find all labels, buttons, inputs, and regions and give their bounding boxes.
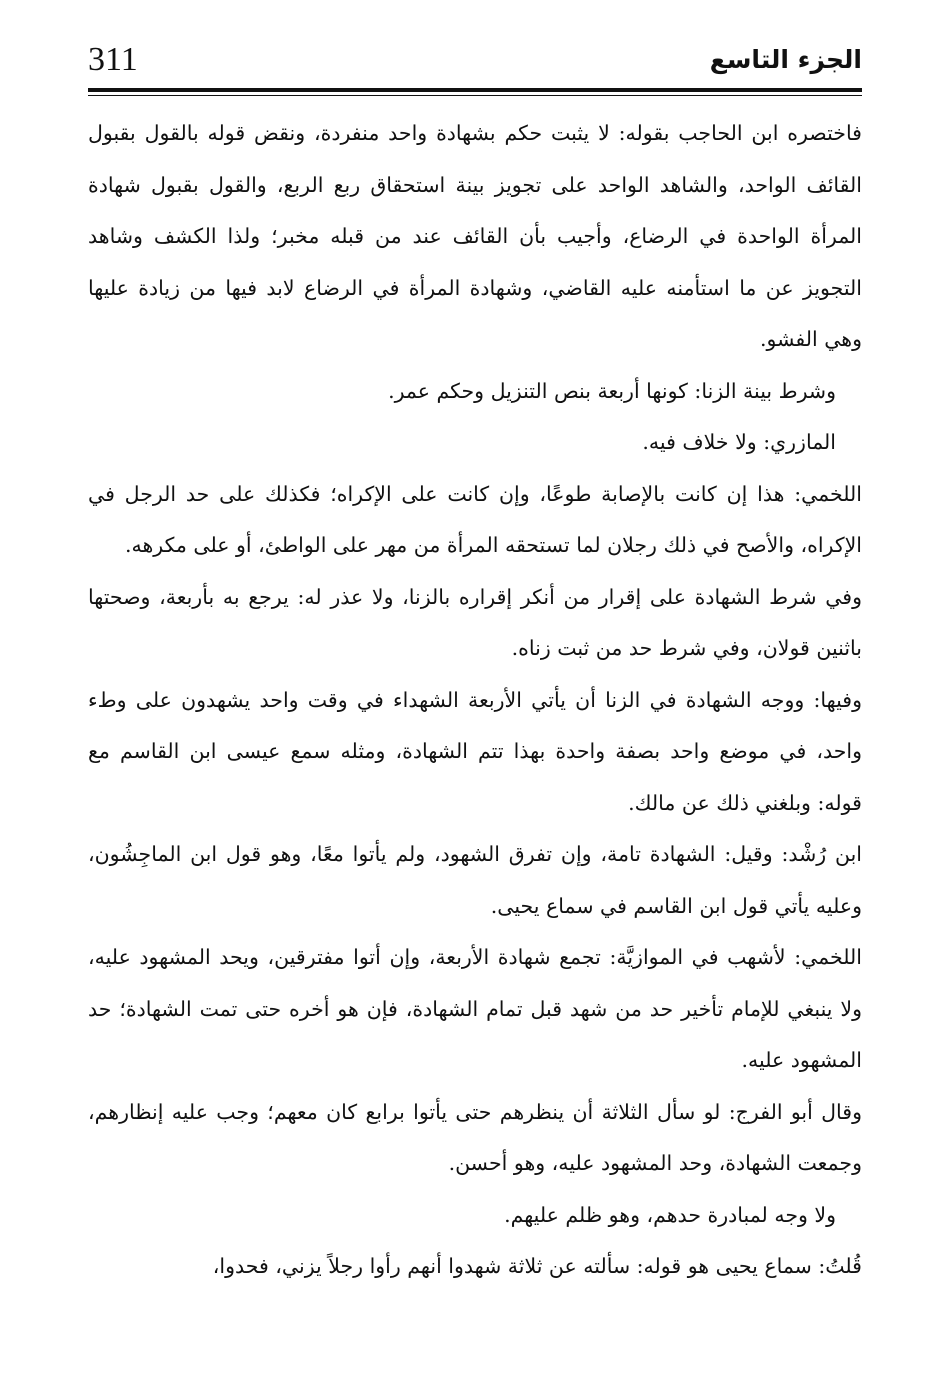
- paragraph: فاختصره ابن الحاجب بقوله: لا يثبت حكم بشهادة واحد منفردة، ونقض قوله بالقول بقبول القائف الواحد، والشاهد الواحد على تجويز بينة استحقاق ربع الربع، والقول بقبول شهادة المرأة الواحدة في الرضاع، وأجيب بأن القائف عند من قبله مخبر؛ ولذا الكشف وشاهد التجويز عن ما استأمنه عليه القاضي، وشهادة المرأة في الرضاع لابد فيها من زيادة عليها وهي الفشو.: [88, 121, 862, 351]
- running-title: الجزء التاسع: [709, 45, 862, 74]
- paragraph: اللخمي: هذا إن كانت بالإصابة طوعًا، وإن كانت على الإكراه؛ فكذلك على حد الرجل في الإكراه، والأصح في ذلك رجلان لما تستحقه المرأة من مهر على الواطئ، أو على مكرهه.: [88, 481, 862, 557]
- header-rule-thin: [88, 95, 862, 96]
- page-header: [88, 34, 862, 82]
- paragraph: قُلتُ: سماع يحيى هو قوله: سألته عن ثلاثة شهدوا أنهم رأوا رجلاً يزني، فحدوا،: [212, 1254, 862, 1278]
- paragraph: وشرط بينة الزنا: كونها أربعة بنص التنزيل وحكم عمر.: [388, 378, 836, 403]
- paragraph: اللخمي: لأشهب في الموازيَّة: تجمع شهادة الأربعة، وإن أتوا مفترقين، ويحد المشهود عليه، ولا ينبغي للإمام تأخير حد من شهد قبل تمام الشهادة، فإن هو أخره حتى تمت الشهادة؛ حد المشهود عليه.: [88, 945, 862, 1072]
- page-number: 311: [88, 41, 138, 78]
- header-rule-thick: [88, 88, 862, 92]
- paragraph: وقال أبو الفرج: لو سأل الثلاثة أن ينظرهم حتى يأتوا برابع كان معهم؛ وجب عليه إنظارهم، وجمعت الشهادة، وحد المشهود عليه، وهو أحسن.: [88, 1099, 862, 1175]
- body-text: [88, 108, 862, 1293]
- paragraph: وفيها: ووجه الشهادة في الزنا أن يأتي الأربعة الشهداء في وقت واحد يشهدون على وطء واحد، في موضع واحد بصفة واحدة بهذا تتم الشهادة، ومثله سمع عيسى ابن القاسم مع قوله: وبلغني ذلك عن مالك.: [88, 687, 862, 815]
- paragraph: المازري: ولا خلاف فيه.: [642, 430, 836, 454]
- paragraph: ولا وجه لمبادرة حدهم، وهو ظلم عليهم.: [504, 1202, 836, 1227]
- paragraph: ابن رُشْد: وقيل: الشهادة تامة، وإن تفرق الشهود، ولم يأتوا معًا، وهو قول ابن الماجِشُون، وعليه يأتي قول ابن القاسم في سماع يحيى.: [88, 842, 862, 918]
- paragraph: وفي شرط الشهادة على إقرار من أنكر إقراره بالزنا، ولا عذر له: يرجع به بأربعة، وصحتها باثنين قولان، وفي شرط حد من ثبت زناه.: [88, 584, 862, 660]
